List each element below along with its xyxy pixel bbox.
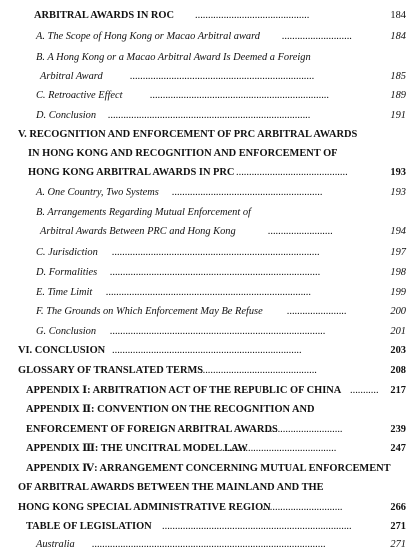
toc-entry <box>0 283 420 303</box>
toc-leader: ............................... <box>262 502 343 513</box>
toc-entry <box>0 439 420 459</box>
toc-entry <box>0 86 420 106</box>
toc-entry-title: HONG KONG ARBITRAL AWARDS IN PRC <box>28 167 235 178</box>
toc-page-number: 193 <box>390 167 406 178</box>
toc-section-heading <box>0 144 420 164</box>
toc-entry-title: A. The Scope of Hong Kong or Macao Arbitral award <box>36 31 260 42</box>
toc-entry-title: Arbitral Awards Between PRC and Hong Kong <box>40 226 236 237</box>
toc-entry-title: C. Jurisdiction <box>36 247 98 258</box>
toc-entry <box>0 302 420 322</box>
toc-leader: ................................................................................... <box>110 326 326 337</box>
toc-page-number: 201 <box>390 326 406 337</box>
toc-leader: ............................... <box>262 424 343 435</box>
toc-page-number: 197 <box>390 247 406 258</box>
toc-entry <box>0 517 420 537</box>
toc-page-number: 189 <box>390 90 406 101</box>
toc-page-number: 193 <box>390 187 406 198</box>
toc-entry <box>0 67 420 87</box>
toc-entry-title: IN HONG KONG AND RECOGNITION AND ENFORCEMENT OF <box>28 148 338 159</box>
toc-page-number: 184 <box>390 31 406 42</box>
toc-entry-title: APPENDIX Ⅱ: CONVENTION ON THE RECOGNITION AND <box>26 404 315 415</box>
toc-page-number: 184 <box>390 10 406 21</box>
toc-entry-title: B. Arrangements Regarding Mutual Enforcement of <box>36 207 251 218</box>
toc-entry-title: ENFORCEMENT OF FOREIGN ARBITRAL AWARDS <box>26 424 278 435</box>
toc-leader: .......................................................... <box>172 187 323 198</box>
toc-entry-title: G. Conclusion <box>36 326 97 337</box>
toc-page-number: 191 <box>390 110 406 121</box>
toc-leader: ................................................................................ <box>112 247 320 258</box>
toc-leader: ............................................................................... <box>106 287 312 298</box>
toc-leader: .............................................................................. <box>108 110 311 121</box>
toc-entry-title: D. Conclusion <box>36 110 97 121</box>
toc-entry-title: APPENDIX Ⅳ: ARRANGEMENT CONCERNING MUTUAL ENFORCEMENT <box>26 463 391 474</box>
toc-page-number: 247 <box>390 443 406 454</box>
toc-page-number: 203 <box>390 345 406 356</box>
toc-entry-title: Arbitral Award <box>40 71 103 82</box>
toc-page-number: 200 <box>390 306 406 317</box>
toc-section-heading <box>0 478 420 498</box>
toc-page-number: 266 <box>390 502 406 513</box>
toc-entry <box>0 322 420 342</box>
toc-leader: ....................................................................... <box>130 71 315 82</box>
toc-leader: ............................................ <box>195 10 310 21</box>
toc-entry <box>0 183 420 203</box>
toc-entry <box>0 106 420 126</box>
toc-section-heading <box>0 459 420 479</box>
toc-entry-title: A. One Country, Two Systems <box>36 187 159 198</box>
toc-page-number: 217 <box>390 385 406 396</box>
toc-entry-title: APPENDIX Ⅲ: THE UNCITRAL MODEL LAW <box>26 443 248 454</box>
toc-entry-title: Australia <box>36 539 75 549</box>
toc-entry <box>0 535 420 549</box>
toc-entry <box>0 163 420 183</box>
toc-entry-title: OF ARBITRAL AWARDS BETWEEN THE MAINLAND AND THE <box>18 482 324 493</box>
toc-entry <box>0 498 420 518</box>
toc-page-number: 198 <box>390 267 406 278</box>
toc-entry-title: HONG KONG SPECIAL ADMINISTRATIVE REGION <box>18 502 271 513</box>
toc-page-number: 239 <box>390 424 406 435</box>
toc-page-number: 194 <box>390 226 406 237</box>
toc-entry-title: APPENDIX Ⅰ: ARBITRATION ACT OF THE REPUBLIC OF CHINA <box>26 385 342 396</box>
toc-leader: ........................................... <box>236 167 348 178</box>
toc-page-number: 208 <box>390 365 406 376</box>
toc-entry <box>0 420 420 440</box>
toc-page-number: 271 <box>390 539 406 549</box>
toc-entry-title: F. The Grounds on Which Enforcement May Be Refuse <box>36 306 263 317</box>
toc-entry-title: GLOSSARY OF TRANSLATED TERMS <box>18 365 204 376</box>
toc-entry-title: V. RECOGNITION AND ENFORCEMENT OF PRC ARBITRAL AWARDS <box>18 129 358 140</box>
toc-entry-title: E. Time Limit <box>36 287 93 298</box>
toc-leader: ............................................ <box>222 443 337 454</box>
toc-section-heading <box>0 125 420 145</box>
toc-entry <box>0 48 420 68</box>
toc-leader: ............................................. <box>200 365 317 376</box>
toc-entry <box>0 27 420 47</box>
toc-leader: ..................................................................... <box>150 90 330 101</box>
toc-leader: .......................................................................................... <box>92 539 326 549</box>
toc-entry-title: C. Retroactive Effect <box>36 90 123 101</box>
toc-entry <box>0 361 420 381</box>
toc-entry-title: VI. CONCLUSION <box>18 345 106 356</box>
toc-entry-title: TABLE OF LEGISLATION <box>26 521 152 532</box>
toc-page-number: 271 <box>390 521 406 532</box>
toc-entry <box>0 381 420 401</box>
toc-entry <box>0 263 420 283</box>
toc-leader: ................................................................................. <box>110 267 321 278</box>
toc-section-heading <box>0 400 420 420</box>
toc-leader: ........... <box>350 385 379 396</box>
toc-entry-title: B. A Hong Kong or a Macao Arbitral Award Is Deemed a Foreign <box>36 52 311 63</box>
toc-entry <box>0 203 420 223</box>
toc-entry <box>0 243 420 263</box>
toc-entry <box>0 341 420 361</box>
toc-entry <box>0 222 420 242</box>
toc-entry-title: ARBITRAL AWARDS IN ROC <box>34 10 175 21</box>
toc-leader: ......................... <box>268 226 333 237</box>
toc-entry-title: D. Formalities <box>36 267 98 278</box>
toc-entry <box>0 6 420 26</box>
toc-leader: ......................................................................... <box>112 345 302 356</box>
toc-leader: ........................... <box>282 31 353 42</box>
toc-page-number: 199 <box>390 287 406 298</box>
toc-leader: ......................................................................... <box>162 521 352 532</box>
toc-leader: ....................... <box>287 306 347 317</box>
toc-page-number: 185 <box>390 71 406 82</box>
